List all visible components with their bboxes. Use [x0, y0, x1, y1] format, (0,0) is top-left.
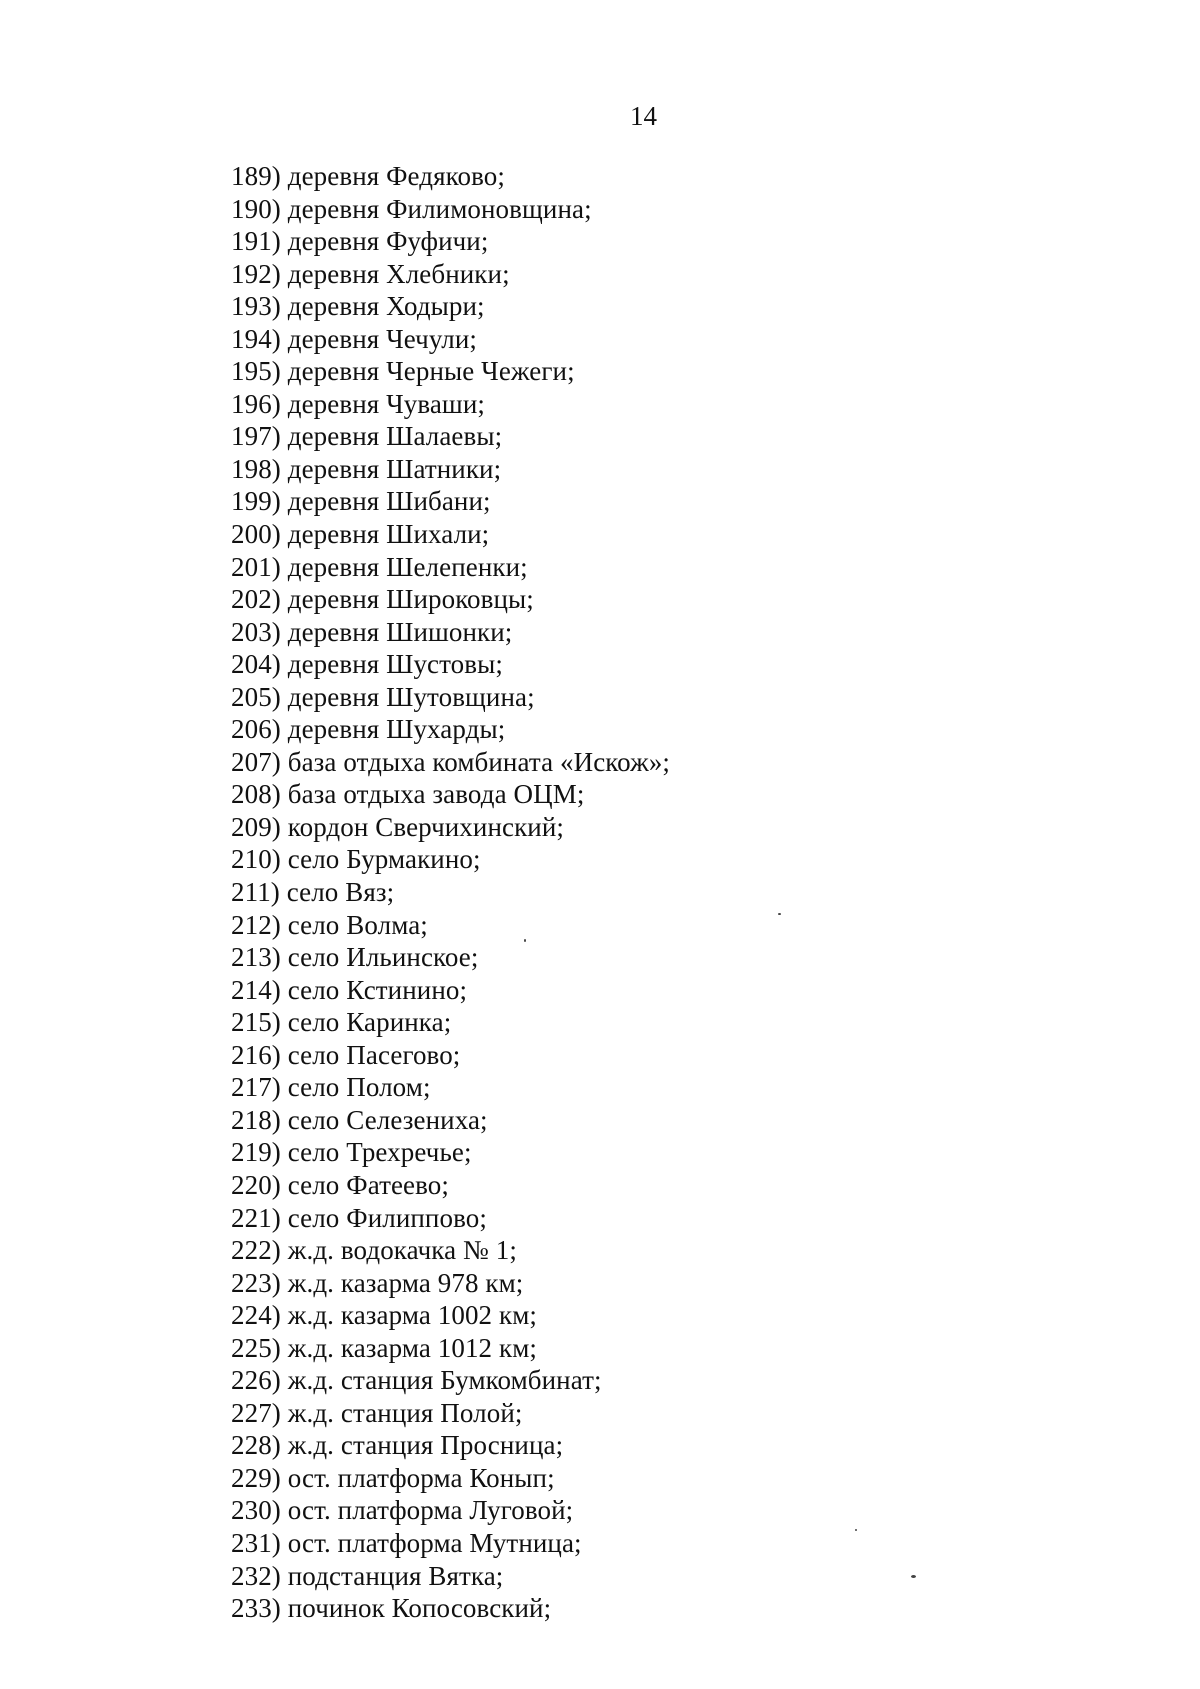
list-item: 190) деревня Филимоновщина;: [231, 193, 592, 224]
scan-speck: [855, 1529, 857, 1531]
list-item: 205) деревня Шутовщина;: [231, 681, 535, 712]
list-item: 194) деревня Чечули;: [231, 323, 477, 354]
list-item: 216) село Пасегово;: [231, 1039, 461, 1070]
list-item: 202) деревня Широковцы;: [231, 584, 534, 615]
list-item: 217) село Полом;: [231, 1072, 431, 1103]
list-item: 196) деревня Чуваши;: [231, 388, 485, 419]
scan-speck: [911, 1575, 916, 1578]
list-item: 220) село Фатеево;: [231, 1169, 450, 1200]
list-item: 207) база отдыха комбината «Искож»;: [231, 746, 671, 777]
list-item: 215) село Каринка;: [231, 1007, 452, 1038]
list-item: 204) деревня Шустовы;: [231, 649, 503, 680]
list-item: 192) деревня Хлебники;: [231, 258, 510, 289]
list-item: 198) деревня Шатники;: [231, 453, 502, 484]
list-item: 229) ост. платформа Конып;: [231, 1462, 555, 1493]
list-item: 197) деревня Шалаевы;: [231, 421, 503, 452]
list-item: 232) подстанция Вятка;: [231, 1560, 504, 1591]
list-item: 228) ж.д. станция Просница;: [231, 1430, 564, 1461]
list-item: 223) ж.д. казарма 978 км;: [231, 1267, 524, 1298]
list-item: 199) деревня Шибани;: [231, 486, 491, 517]
settlement-list: [231, 160, 670, 1625]
list-item: 201) деревня Шелепенки;: [231, 551, 528, 582]
list-item: 209) кордон Сверчихинский;: [231, 811, 565, 842]
list-item: 226) ж.д. станция Бумкомбинат;: [231, 1365, 602, 1396]
list-item: 211) село Вяз;: [231, 877, 395, 908]
list-item: 200) деревня Шихали;: [231, 519, 490, 550]
list-item: 222) ж.д. водокачка № 1;: [231, 1235, 517, 1266]
list-item: 218) село Селезениха;: [231, 1104, 488, 1135]
list-item: 233) починок Копосовский;: [231, 1593, 552, 1624]
list-item: 225) ж.д. казарма 1012 км;: [231, 1332, 538, 1363]
list-item: 224) ж.д. казарма 1002 км;: [231, 1300, 538, 1331]
list-item: 208) база отдыха завода ОЦМ;: [231, 779, 585, 810]
list-item: 213) село Ильинское;: [231, 942, 479, 973]
list-item: 231) ост. платформа Мутница;: [231, 1527, 582, 1558]
list-item: 221) село Филиппово;: [231, 1202, 487, 1233]
list-item: 191) деревня Фуфичи;: [231, 226, 489, 257]
scan-speck: [524, 939, 526, 942]
list-item: 230) ост. платформа Луговой;: [231, 1495, 574, 1526]
list-item: 203) деревня Шишонки;: [231, 616, 513, 647]
list-item: 219) село Трехречье;: [231, 1137, 472, 1168]
list-item: 193) деревня Ходыри;: [231, 291, 485, 322]
list-item: 214) село Кстинино;: [231, 974, 468, 1005]
list-item: 189) деревня Федяково;: [231, 161, 505, 191]
list-item: 195) деревня Черные Чежеги;: [231, 356, 575, 387]
scan-speck: [778, 913, 781, 915]
list-item: 227) ж.д. станция Полой;: [231, 1397, 523, 1428]
list-item: 212) село Волма;: [231, 909, 428, 940]
page-number: 14: [630, 101, 657, 131]
list-item: 210) село Бурмакино;: [231, 844, 481, 875]
list-item: 206) деревня Шухарды;: [231, 714, 506, 745]
